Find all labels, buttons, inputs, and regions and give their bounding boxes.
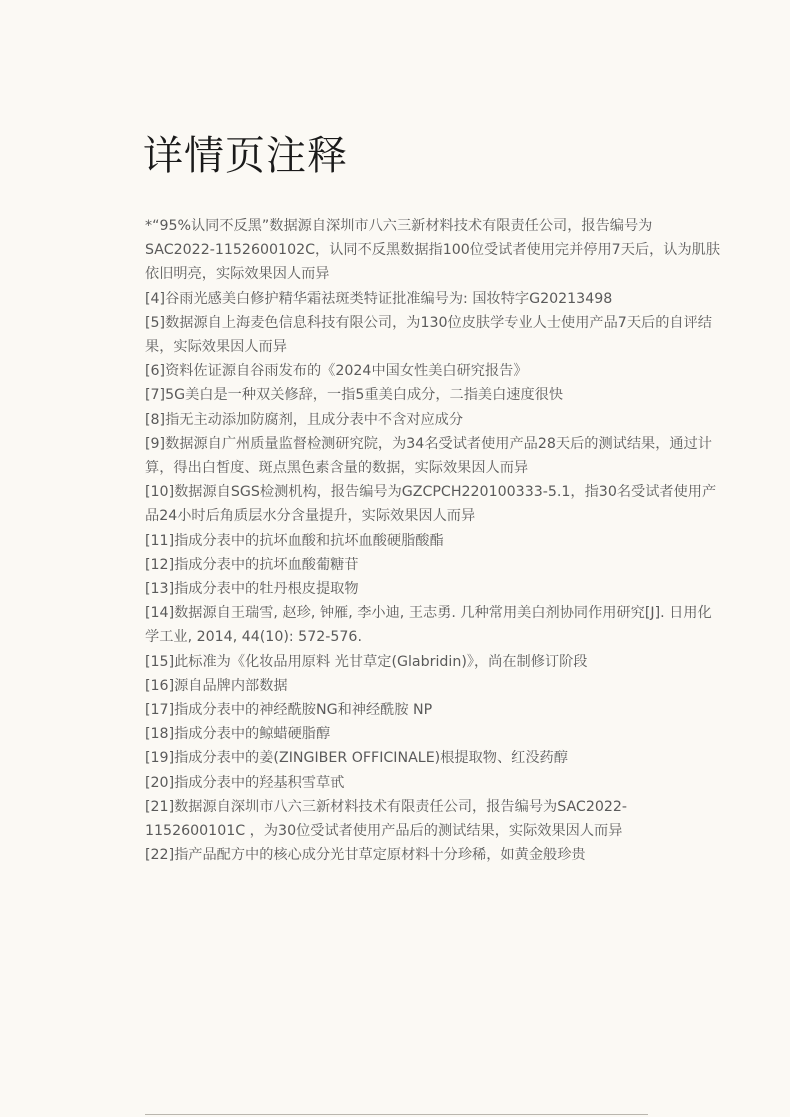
note-item: [6]资料佐证源自谷雨发布的《2024中国女性美白研究报告》 bbox=[145, 363, 528, 380]
note-item: [13]指成分表中的牡丹根皮提取物 bbox=[145, 581, 359, 598]
bottom-divider bbox=[145, 1114, 648, 1115]
note-item: *“95%认同不反黑”数据源自深圳市八六三新材料技术有限责任公司，报告编号为SAC2022-1152600102C，认同不反黑数据指100位受试者使用完并停用7天后，认为肌肤依旧明亮，实际效果因人而异 bbox=[145, 218, 721, 283]
page-title: 详情页注释 bbox=[143, 133, 348, 179]
note-item: [16]源自品牌内部数据 bbox=[145, 677, 288, 694]
notes-list bbox=[145, 214, 720, 867]
note-item: [22]指产品配方中的核心成分光甘草定原材料十分珍稀，如黄金般珍贵 bbox=[145, 847, 586, 864]
note-item: [18]指成分表中的鲸蜡硬脂醇 bbox=[145, 726, 331, 743]
note-item: [8]指无主动添加防腐剂，且成分表中不含对应成分 bbox=[145, 411, 464, 428]
note-item: [21]数据源自深圳市八六三新材料技术有限责任公司，报告编号为SAC2022-1152600101C ，为30位受试者使用产品后的测试结果，实际效果因人而异 bbox=[145, 798, 628, 840]
note-item: [15]此标准为《化妆品用原料 光甘草定(Glabridin)》，尚在制修订阶段 bbox=[145, 653, 588, 670]
note-item: [12]指成分表中的抗坏血酸葡糖苷 bbox=[145, 556, 359, 573]
note-item: [14]数据源自王瑞雪, 赵珍, 钟雁, 李小迪, 王志勇. 几种常用美白剂协同作用研究[J]. 日用化学工业, 2014, 44(10): 572-576. bbox=[145, 605, 712, 646]
note-item: [4]谷雨光感美白修护精华霜祛斑类特证批准编号为: 国妆特字G20213498 bbox=[145, 290, 613, 307]
note-item: [20]指成分表中的羟基积雪草甙 bbox=[145, 774, 345, 791]
note-item: [5]数据源自上海麦色信息科技有限公司，为130位皮肤学专业人士使用产品7天后的自评结果，实际效果因人而异 bbox=[145, 314, 712, 356]
note-item: [7]5G美白是一种双关修辞，一指5重美白成分，二指美白速度很快 bbox=[145, 387, 564, 404]
note-item: [10]数据源自SGS检测机构，报告编号为GZCPCH220100333-5.1，指30名受试者使用产品24小时后角质层水分含量提升，实际效果因人而异 bbox=[145, 484, 717, 525]
note-item: [9]数据源自广州质量监督检测研究院，为34名受试者使用产品28天后的测试结果，通过计算，得出白皙度、斑点黑色素含量的数据，实际效果因人而异 bbox=[145, 435, 712, 477]
note-item: [17]指成分表中的神经酰胺NG和神经酰胺 NP bbox=[145, 702, 433, 719]
note-item: [19]指成分表中的姜(ZINGIBER OFFICINALE)根提取物、红没药醇 bbox=[145, 750, 568, 767]
note-item: [11]指成分表中的抗坏血酸和抗坏血酸硬脂酸酯 bbox=[145, 532, 444, 549]
